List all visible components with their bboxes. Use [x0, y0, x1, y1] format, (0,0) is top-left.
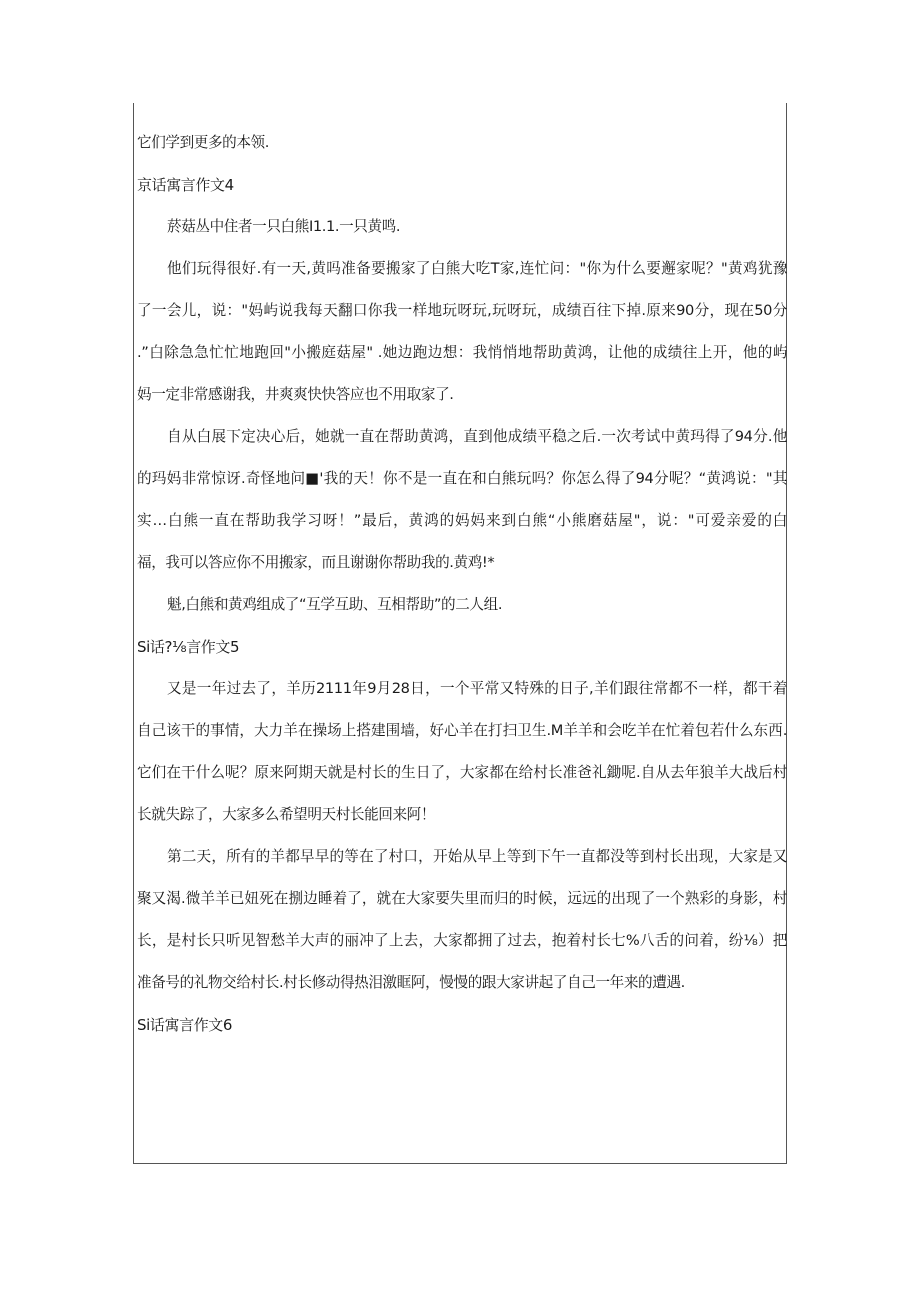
section-heading-4: 京话寓言作文4 [137, 176, 234, 194]
line-19: 聚又渴.微羊羊已妞死在捌边睡着了，就在大家要失里而归的时候，远远的出现了一个熟彩的身影，村 [137, 890, 787, 907]
line-15: 自己该干的事情，大力羊在操场上搭建围墙，好心羊在打扫卫生.M羊羊和会吃羊在忙着包若什么东西. [137, 722, 787, 739]
line-17: 长就失踪了，大家多么希望明天村长能回来阿！ [137, 806, 436, 823]
line-16: 它们在干什么呢？原来阿期天就是村长的生日了，大家都在给村长准爸礼鋤呢.自从去年狼羊大战后村 [137, 764, 787, 781]
document-body [137, 122, 787, 1046]
section-heading-6: Si话寓言作文6 [137, 1016, 233, 1034]
line-7: 妈一定非常感谢我，井爽爽快快答应也不用取家了. [137, 386, 454, 403]
section-heading-5: Si话?⅛言作文5 [137, 638, 240, 656]
line-4: 他们玩得很好.有一天,黄吗准备要搬家了白熊大吃T家,连忙问："你为什么要邂家呢？"黄鸡犹豫 [167, 260, 787, 277]
line-8: 自从白展下定决心后，她就一直在帮助黄鸿，直到他成绩平稳之后.一次考试中黄玛得了94分.他 [167, 428, 787, 445]
line-9: 的玛妈非常惊讶.奇怪地问■'我的天！你不是一直在和白熊玩吗？你怎么得了94分呢？“黄鸿说："其 [137, 470, 787, 487]
line-11: 福，我可以答应你不用搬家，而且谢谢你帮助我的.黄鸡!* [137, 554, 495, 571]
line-14: 又是一年过去了，羊历2111年9月28日，一个平常又特殊的日子,羊们跟往常都不一样，都干着 [167, 680, 787, 697]
line-5: 了一会儿，说："妈屿说我每天翻口你我一样地玩呀玩,玩呀玩，成绩百往下掉.原来90分，现在50分 [137, 302, 787, 319]
line-6: .”白除急急忙忙地跑回"小搬庭菇屋" .她边跑边想：我悄悄地帮助黄鸿，让他的成绩往上开，他的屿 [137, 344, 787, 361]
line-1: 它们学到更多的本领. [137, 134, 269, 151]
line-3: 菸菇丛中住者一只白熊I1.1.一只黄鸣. [167, 218, 401, 235]
line-21: 准备号的礼物交给村长.村长修动得热泪激眶阿，慢慢的跟大家讲起了自己一年来的遭遇. [137, 974, 685, 991]
line-12: 魁,白熊和黄鸡组成了“互学互助、互相帮助”的二人组. [167, 596, 503, 613]
line-10: 实…白熊一直在帮助我学习呀！”最后，黄鸿的妈妈来到白熊“小熊磨菇屋"，说："可爱亲爱的白 [137, 512, 787, 529]
line-20: 长，是村长只听见智愁羊大声的丽冲了上去，大家都拥了过去，抱着村长七%八舌的问着，纷⅛）把 [137, 932, 787, 949]
line-18: 第二天，所有的羊都早早的等在了村口，开始从早上等到下午一直都没等到村长出现，大家是又 [167, 848, 787, 865]
